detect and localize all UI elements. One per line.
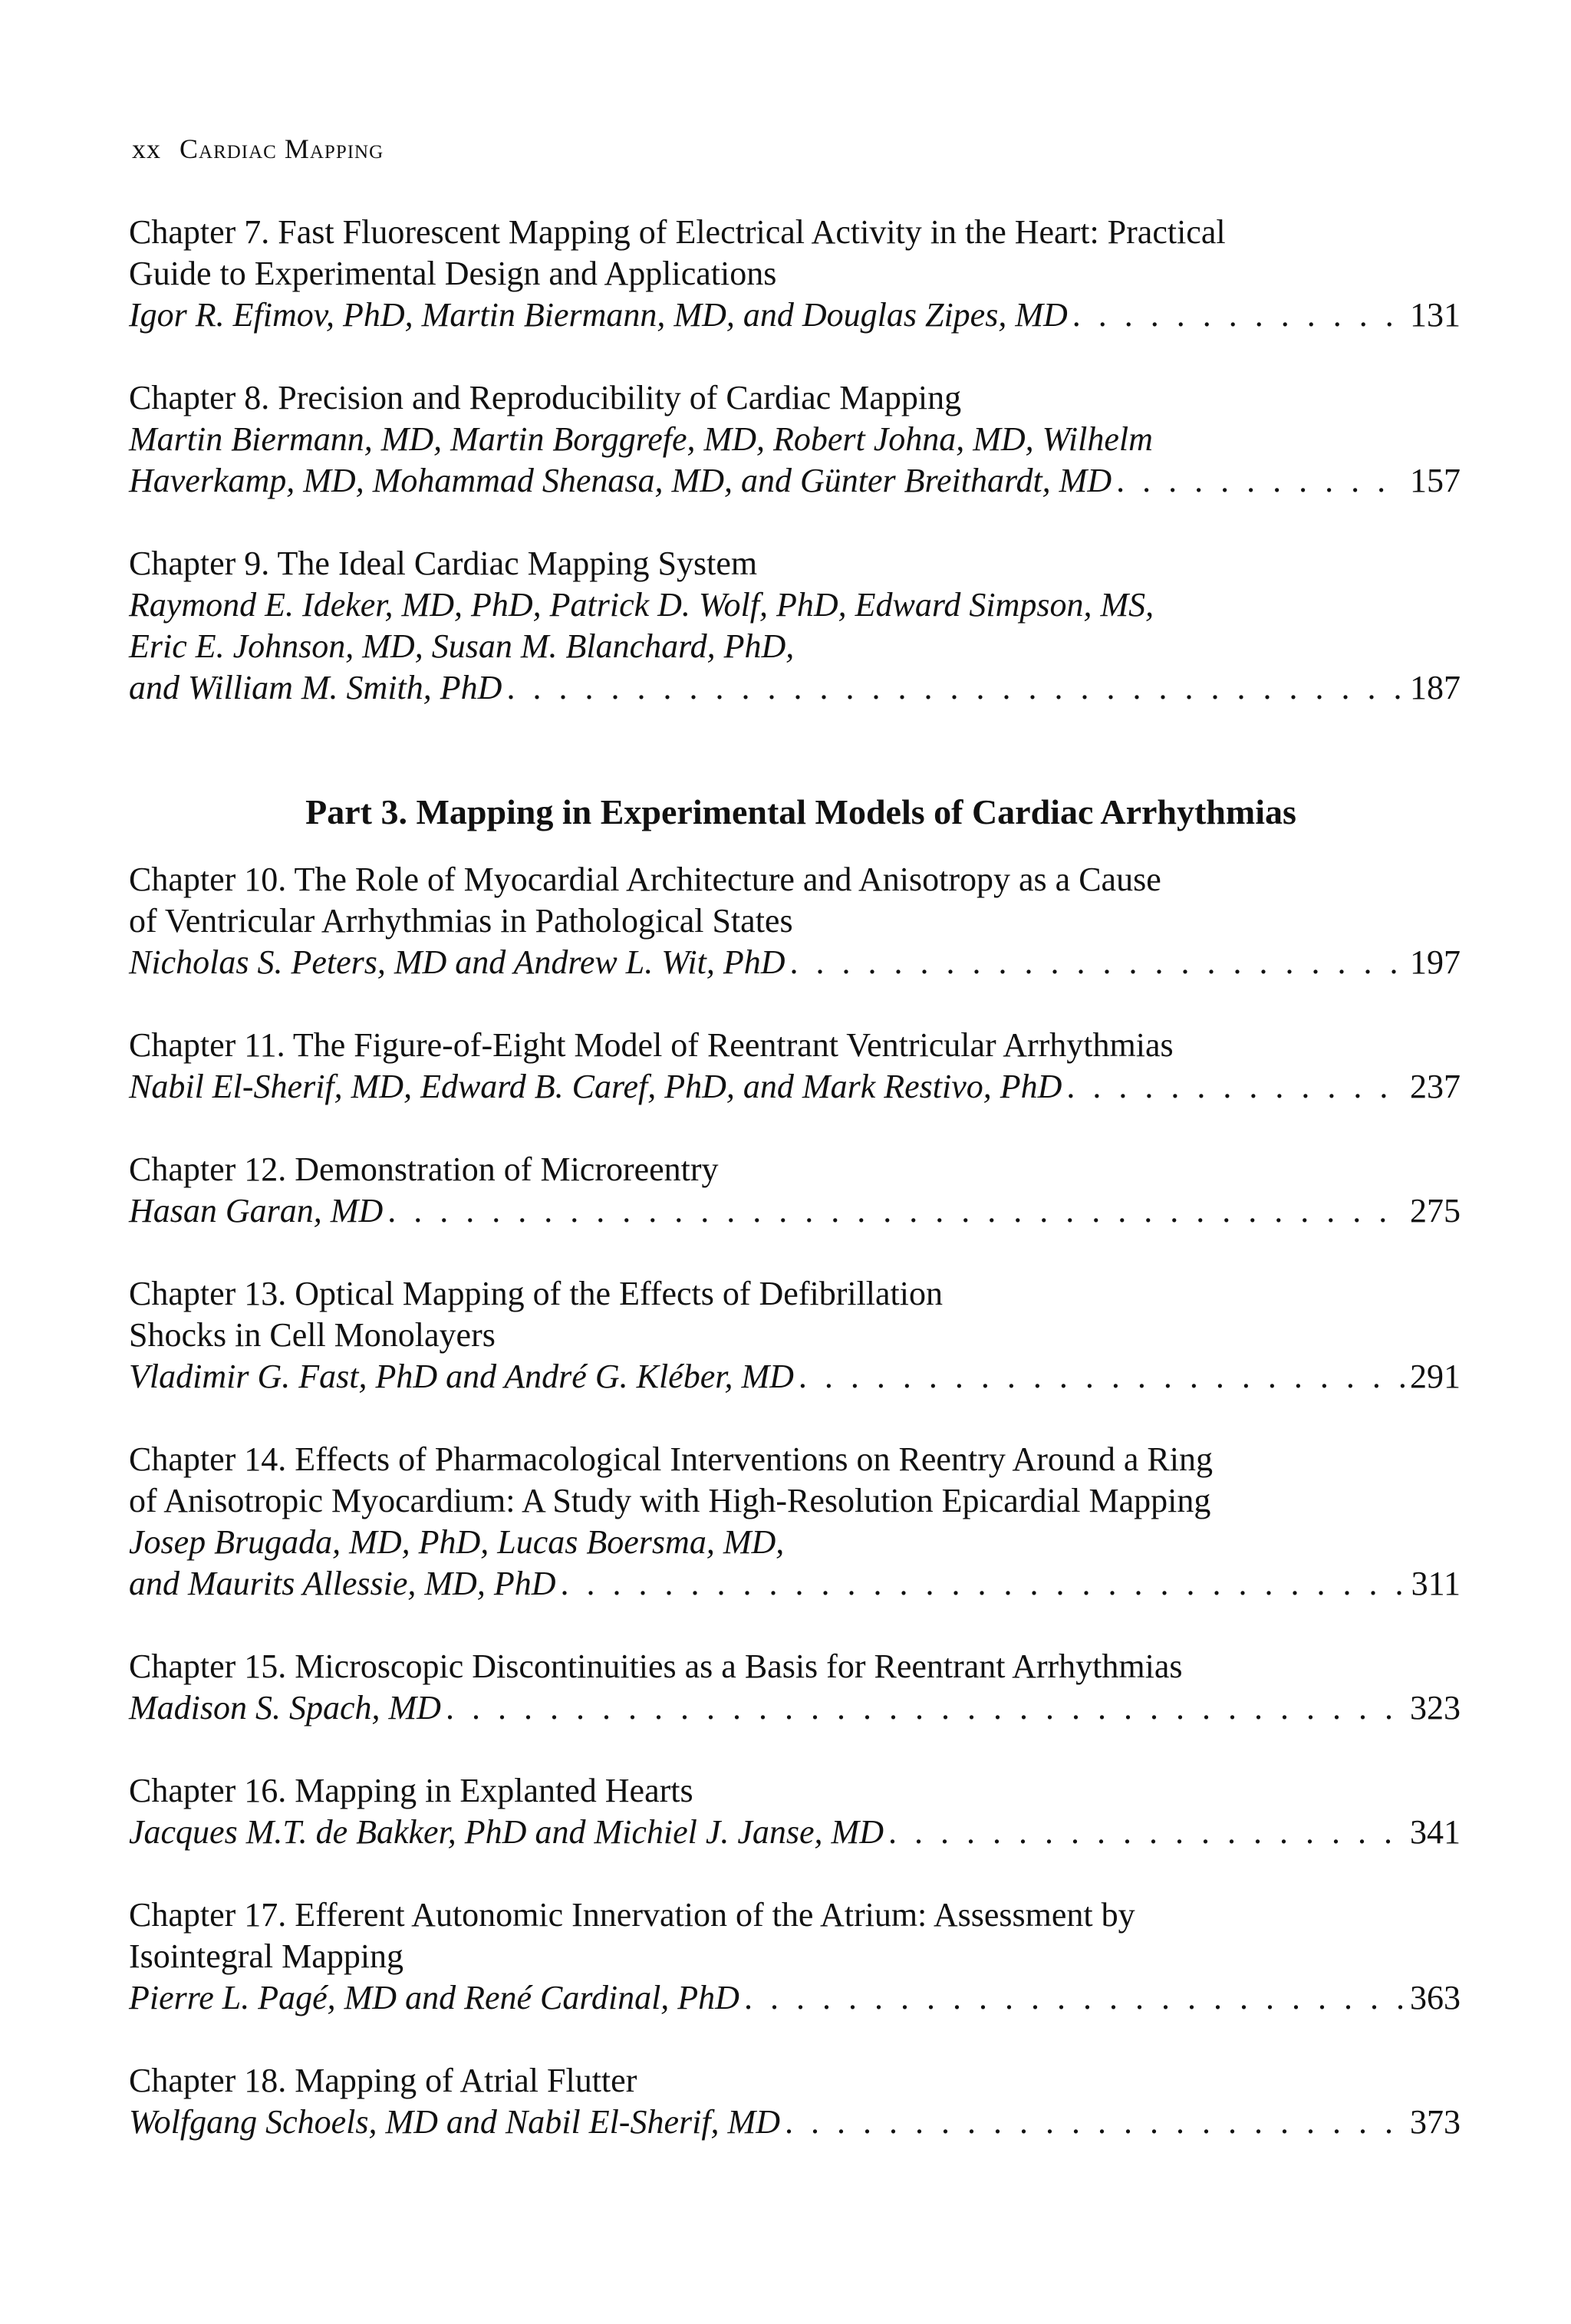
page-folio: xx	[132, 133, 161, 164]
chapter-authors: and William M. Smith, PhD	[129, 669, 502, 706]
chapter-authors: Haverkamp, MD, Mohammad Shenasa, MD, and Günter Breithardt, MD	[129, 462, 1112, 499]
toc-entry	[129, 1770, 1461, 1853]
part-heading: Part 3. Mapping in Experimental Models of Cardiac Arrhythmias	[305, 792, 1296, 831]
dot-leader	[1116, 460, 1405, 502]
chapter-title: Chapter 9. The Ideal Cardiac Mapping System	[129, 545, 758, 582]
chapter-authors: Wolfgang Schoels, MD and Nabil El-Sherif, MD	[129, 2103, 780, 2141]
dot-leader	[561, 1563, 1407, 1605]
authors-page-line	[129, 460, 1461, 502]
toc-entry	[129, 377, 1461, 502]
dot-leader	[1072, 295, 1405, 336]
dot-leader	[744, 1977, 1405, 2019]
chapter-authors: Hasan Garan, MD	[129, 1192, 384, 1229]
dot-leader	[785, 2102, 1405, 2143]
running-title: Cardiac Mapping	[179, 133, 384, 164]
chapter-authors: Vladimir G. Fast, PhD and André G. Kléber, MD	[129, 1358, 794, 1395]
chapter-title: Chapter 17. Efferent Autonomic Innervation of the Atrium: Assessment by	[129, 1896, 1135, 1934]
page-number: 341	[1410, 1813, 1461, 1851]
chapter-authors: Nicholas S. Peters, MD and Andrew L. Wit, PhD	[129, 943, 786, 981]
toc-entry	[129, 1646, 1461, 1729]
authors-page-line	[129, 1812, 1461, 1853]
authors-page-line	[129, 1356, 1461, 1397]
authors-page-line	[129, 1687, 1461, 1729]
chapter-title: Chapter 18. Mapping of Atrial Flutter	[129, 2062, 637, 2099]
dot-leader	[1066, 1066, 1405, 1108]
page-number: 291	[1410, 1358, 1461, 1395]
dot-leader	[387, 1190, 1405, 1232]
chapter-authors: Raymond E. Ideker, MD, PhD, Patrick D. Wolf, PhD, Edward Simpson, MS,	[129, 586, 1154, 624]
chapter-authors: Madison S. Spach, MD	[129, 1689, 441, 1727]
chapter-authors: Eric E. Johnson, MD, Susan M. Blanchard, PhD,	[129, 627, 795, 665]
toc-entry	[129, 1894, 1461, 2019]
toc-entry	[129, 2060, 1461, 2143]
authors-page-line	[129, 2102, 1461, 2143]
chapter-authors: Igor R. Efimov, PhD, Martin Biermann, MD, and Douglas Zipes, MD	[129, 296, 1068, 334]
authors-page-line	[129, 667, 1461, 709]
chapter-authors: and Maurits Allessie, MD, PhD	[129, 1565, 556, 1602]
toc-entry	[129, 1439, 1461, 1605]
chapter-authors: Pierre L. Pagé, MD and René Cardinal, PhD	[129, 1979, 739, 2016]
page-number: 237	[1410, 1068, 1461, 1105]
page-number: 323	[1410, 1689, 1461, 1727]
page-number: 187	[1410, 669, 1461, 706]
page-number: 131	[1410, 296, 1461, 334]
chapter-title: Guide to Experimental Design and Applications	[129, 255, 777, 292]
chapter-title: Chapter 10. The Role of Myocardial Architecture and Anisotropy as a Cause	[129, 861, 1161, 898]
chapter-title: Isointegral Mapping	[129, 1937, 404, 1975]
toc-entry	[129, 1025, 1461, 1108]
chapter-title: Shocks in Cell Monolayers	[129, 1316, 496, 1354]
dot-leader	[888, 1812, 1405, 1853]
authors-page-line	[129, 942, 1461, 983]
authors-page-line	[129, 1190, 1461, 1232]
toc-entry	[129, 1149, 1461, 1232]
toc-entry	[129, 543, 1461, 709]
running-header	[132, 130, 384, 167]
chapter-title: of Anisotropic Myocardium: A Study with High-Resolution Epicardial Mapping	[129, 1482, 1211, 1519]
toc-entry	[129, 1273, 1461, 1397]
page-number: 157	[1410, 462, 1461, 499]
toc-entry	[129, 212, 1461, 336]
chapter-authors: Nabil El-Sherif, MD, Edward B. Caref, PhD, and Mark Restivo, PhD	[129, 1068, 1062, 1105]
chapter-title: Chapter 8. Precision and Reproducibility of Cardiac Mapping	[129, 379, 962, 416]
chapter-title: Chapter 7. Fast Fluorescent Mapping of Electrical Activity in the Heart: Practical	[129, 213, 1226, 251]
chapter-title: Chapter 16. Mapping in Explanted Hearts	[129, 1772, 693, 1809]
authors-page-line	[129, 1563, 1461, 1605]
authors-page-line	[129, 295, 1461, 336]
chapter-title: Chapter 13. Optical Mapping of the Effects of Defibrillation	[129, 1275, 944, 1312]
page-number: 311	[1411, 1565, 1461, 1602]
authors-page-line	[129, 1066, 1461, 1108]
chapter-title: Chapter 12. Demonstration of Microreentry	[129, 1150, 719, 1188]
toc-entry	[129, 859, 1461, 983]
page-number: 197	[1410, 943, 1461, 981]
chapter-title: Chapter 15. Microscopic Discontinuities as a Basis for Reentrant Arrhythmias	[129, 1648, 1183, 1685]
page-number: 275	[1410, 1192, 1461, 1229]
dot-leader	[446, 1687, 1405, 1729]
page-number: 363	[1410, 1979, 1461, 2016]
chapter-title: of Ventricular Arrhythmias in Pathological States	[129, 902, 793, 940]
dot-leader	[506, 667, 1405, 709]
chapter-authors: Martin Biermann, MD, Martin Borggrefe, MD, Robert Johna, MD, Wilhelm	[129, 420, 1153, 458]
chapter-title: Chapter 11. The Figure-of-Eight Model of Reentrant Ventricular Arrhythmias	[129, 1026, 1174, 1064]
dot-leader	[790, 942, 1405, 983]
page-number: 373	[1410, 2103, 1461, 2141]
dot-leader	[799, 1356, 1405, 1397]
chapter-authors: Jacques M.T. de Bakker, PhD and Michiel J. Janse, MD	[129, 1813, 884, 1851]
chapter-title: Chapter 14. Effects of Pharmacological Interventions on Reentry Around a Ring	[129, 1440, 1213, 1478]
chapter-authors: Josep Brugada, MD, PhD, Lucas Boersma, MD,	[129, 1523, 785, 1561]
authors-page-line	[129, 1977, 1461, 2019]
